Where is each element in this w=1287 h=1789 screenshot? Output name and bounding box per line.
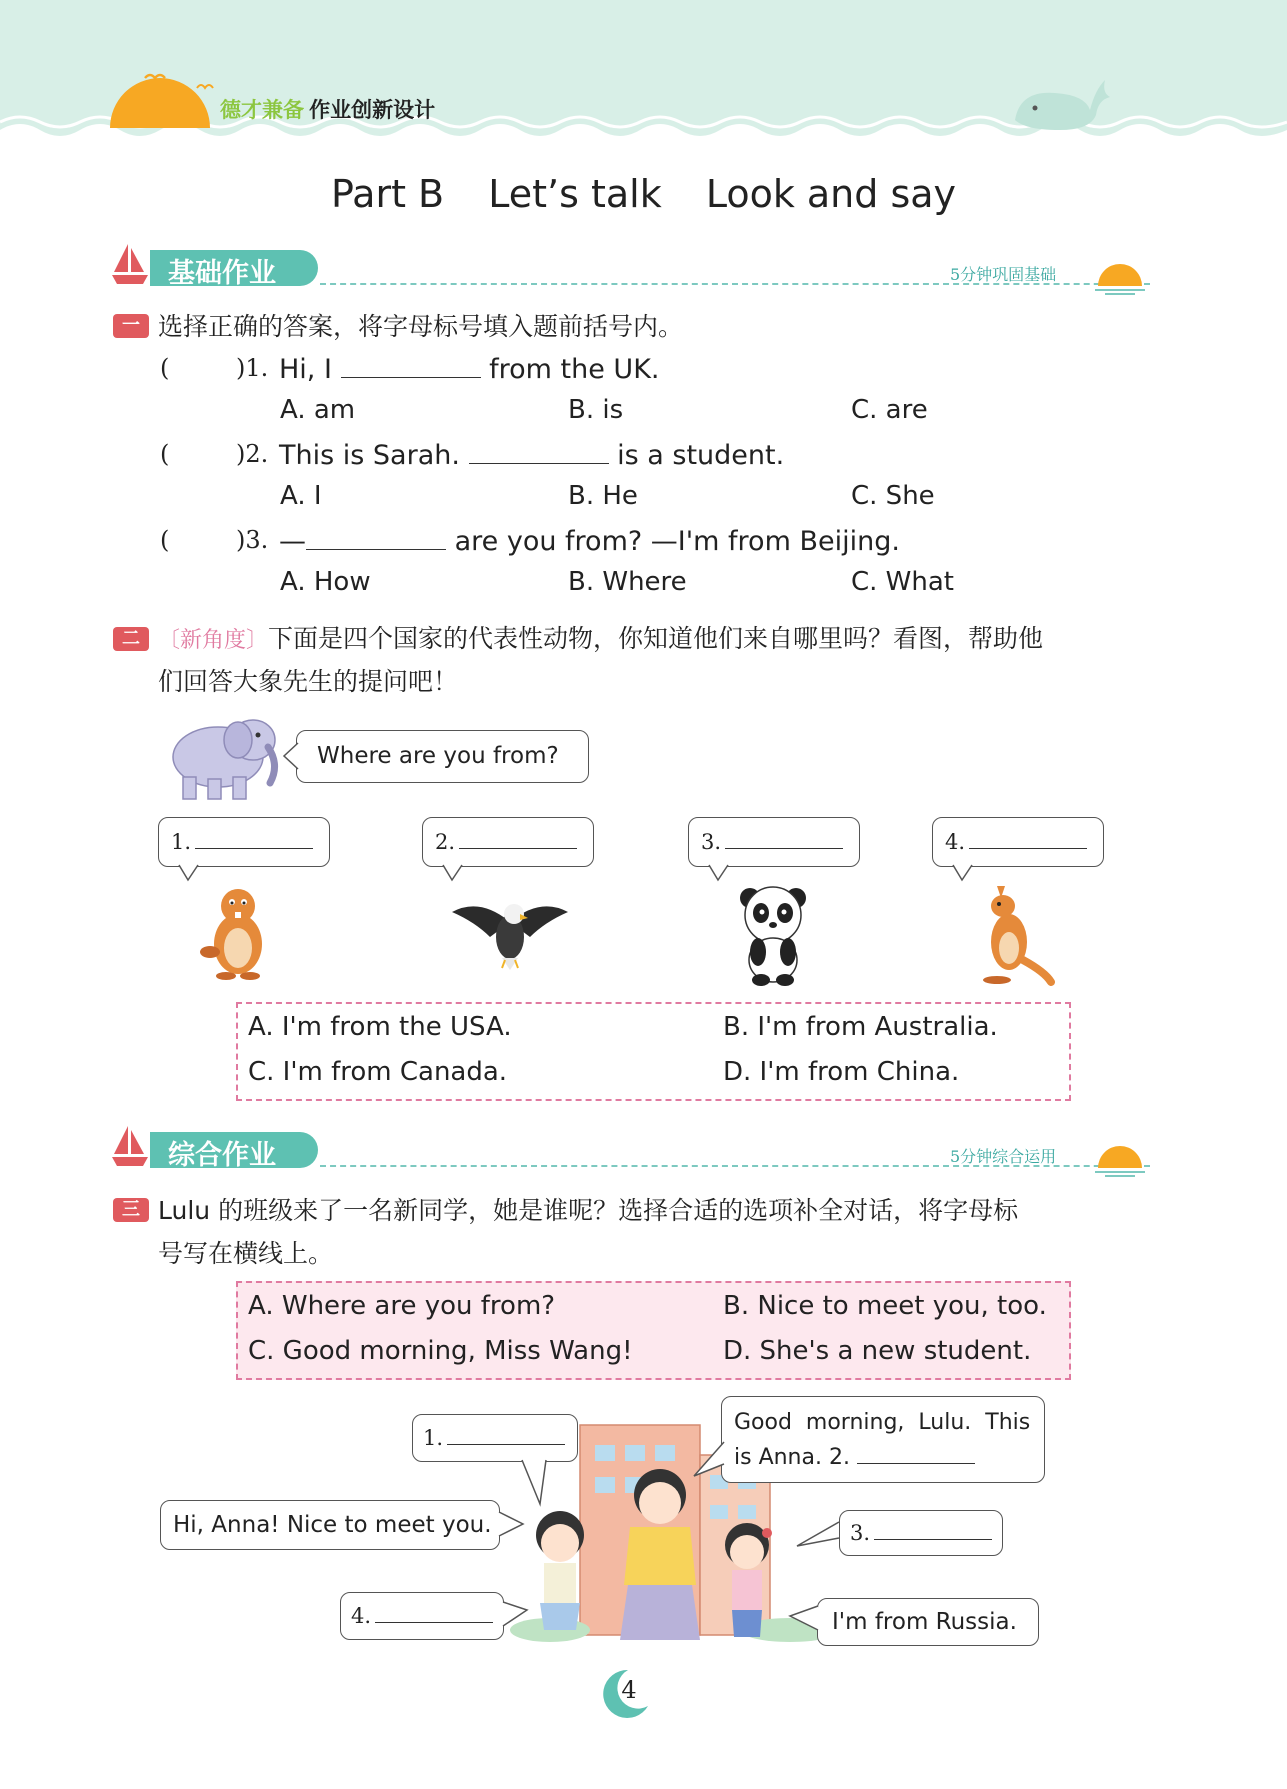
q1-item3-opt-a: A. How xyxy=(280,567,371,597)
q1-item2-opt-b: B. He xyxy=(568,481,638,511)
q3-bubble-1-num: 1. xyxy=(423,1426,444,1450)
q1-item1-paren: ( xyxy=(160,354,170,382)
q1-item1-text xyxy=(279,351,659,385)
kangaroo-icon xyxy=(975,882,1055,986)
q1-item2-num: )2. xyxy=(236,440,269,468)
q2-bubble-2-blank[interactable] xyxy=(459,826,577,849)
q2-bubble-1[interactable] xyxy=(158,817,330,867)
q3-anna-text: I'm from Russia. xyxy=(832,1609,1017,1635)
eagle-icon xyxy=(450,892,570,972)
small-sun-icon-2 xyxy=(1090,1134,1150,1178)
q3-bubble-4-tail xyxy=(501,1600,531,1628)
brand xyxy=(220,94,435,124)
section1-label: 基础作业 xyxy=(168,258,276,289)
q3-bubble-3-tail xyxy=(795,1520,841,1550)
q3-lulu-bubble xyxy=(160,1500,500,1550)
q3-teacher-bubble xyxy=(721,1396,1045,1483)
q2-bubble-4-tail xyxy=(952,864,974,882)
q3-option-b: B. Nice to meet you, too. xyxy=(723,1291,1047,1321)
sailboat-icon-2 xyxy=(110,1124,150,1168)
q1-item3-opt-c: C. What xyxy=(851,567,954,597)
q1-item1-post: from the UK. xyxy=(489,354,660,385)
q2-bubble-3-num: 3. xyxy=(701,830,722,854)
q3-teacher-l2-text: is Anna. 2. xyxy=(734,1445,850,1470)
q1-item3-text xyxy=(279,523,900,557)
q1-instruction: 选择正确的答案，将字母标号填入题前括号内。 xyxy=(158,312,684,341)
q3-option-d: D. She's a new student. xyxy=(723,1336,1032,1366)
q2-answer-d: D. I'm from China. xyxy=(723,1057,960,1087)
q2-bubble-3[interactable] xyxy=(688,817,860,867)
q2-answer-b: B. I'm from Australia. xyxy=(723,1012,998,1042)
q1-item3-blank[interactable] xyxy=(306,523,446,550)
q1-item3-pre: — xyxy=(279,526,306,557)
page-title xyxy=(0,172,1287,216)
title-say: Look and say xyxy=(705,172,957,216)
q1-item3-opt-b: B. Where xyxy=(568,567,687,597)
q3-bubble-3-num: 3. xyxy=(850,1521,871,1545)
q1-item2-post: is a student. xyxy=(617,440,785,471)
elephant-bubble-tail xyxy=(282,742,300,770)
brand-green: 德才兼备 xyxy=(220,98,304,122)
q3-teacher-blank[interactable] xyxy=(857,1441,975,1464)
q2-bubble-2-num: 2. xyxy=(435,830,456,854)
q1-item1-pre: Hi, I xyxy=(279,354,332,385)
q1-item3-paren: ( xyxy=(160,526,170,554)
q1-item2-pre: This is Sarah. xyxy=(279,440,460,471)
q1-badge: 一 xyxy=(113,314,149,338)
q2-bubble-4-blank[interactable] xyxy=(969,826,1087,849)
q3-lulu-bubble-tail xyxy=(497,1510,527,1538)
q3-lulu-text: Hi, Anna! Nice to meet you. xyxy=(173,1512,492,1538)
q2-instruction-line1 xyxy=(158,617,1043,662)
q1-item1-blank[interactable] xyxy=(341,351,481,378)
bird-icon xyxy=(195,80,215,94)
q2-bubble-3-tail xyxy=(708,864,730,882)
beaver-icon xyxy=(198,882,278,982)
q3-instruction-l1: Lulu 的班级来了一名新同学，她是谁呢？选择合适的选项补全对话，将字母标 xyxy=(158,1196,1019,1225)
q3-option-c: C. Good morning, Miss Wang! xyxy=(248,1336,633,1366)
q3-teacher-l2 xyxy=(734,1440,1032,1475)
q3-bubble-1[interactable] xyxy=(412,1414,578,1462)
q2-bubble-3-blank[interactable] xyxy=(725,826,843,849)
q2-bubble-2[interactable] xyxy=(422,817,594,867)
q1-item1-opt-b: B. is xyxy=(568,395,624,425)
sun-icon xyxy=(105,60,215,130)
title-part: Part B xyxy=(330,172,445,216)
q3-teacher-l1: Good morning, Lulu. This xyxy=(734,1410,1031,1435)
q3-bubble-4-blank[interactable] xyxy=(375,1600,493,1623)
q2-bubble-2-tail xyxy=(442,864,464,882)
elephant-question: Where are you from? xyxy=(317,743,559,769)
section2-label: 综合作业 xyxy=(168,1140,276,1171)
sailboat-icon xyxy=(110,242,150,286)
q1-item1-opt-c: C. are xyxy=(851,395,928,425)
q3-bubble-4-num: 4. xyxy=(351,1604,372,1628)
q2-answer-a: A. I'm from the USA. xyxy=(248,1012,512,1042)
q1-item3-num: )3. xyxy=(236,526,269,554)
brand-black: 作业创新设计 xyxy=(309,98,436,122)
q1-item3-post: are you from? —I'm from Beijing. xyxy=(454,526,900,557)
elephant-icon xyxy=(158,705,283,805)
q2-instruction-l1: 下面是四个国家的代表性动物，你知道他们来自哪里吗？看图，帮助他 xyxy=(268,624,1044,653)
title-talk: Let’s talk xyxy=(488,172,662,216)
q1-item1-opt-a: A. am xyxy=(280,395,356,425)
elephant-speech-bubble xyxy=(296,730,589,783)
small-sun-icon xyxy=(1090,252,1150,296)
q3-badge: 三 xyxy=(113,1198,149,1222)
section2-right: 5分钟综合运用 xyxy=(950,1147,1057,1166)
q3-bubble-3-blank[interactable] xyxy=(874,1517,992,1540)
q2-bubble-1-num: 1. xyxy=(171,830,192,854)
q2-answer-c: C. I'm from Canada. xyxy=(248,1057,508,1087)
q1-item1-num: )1. xyxy=(236,354,269,382)
q1-item2-paren: ( xyxy=(160,440,170,468)
q2-tag: 〔新角度〕 xyxy=(158,628,269,653)
q3-anna-bubble xyxy=(817,1598,1039,1646)
q2-badge: 二 xyxy=(113,627,149,651)
q3-anna-bubble-tail xyxy=(788,1604,820,1632)
q2-bubble-4[interactable] xyxy=(932,817,1104,867)
q1-item2-text xyxy=(279,437,784,471)
q2-instruction-l2: 们回答大象先生的提问吧！ xyxy=(158,667,459,696)
panda-icon xyxy=(728,880,818,986)
q3-bubble-1-blank[interactable] xyxy=(447,1422,565,1445)
section1-right: 5分钟巩固基础 xyxy=(950,265,1057,284)
q3-teacher-bubble-tail xyxy=(690,1440,726,1480)
q3-bubble-3[interactable] xyxy=(839,1510,1003,1556)
q2-bubble-1-blank[interactable] xyxy=(195,826,313,849)
q1-item2-blank[interactable] xyxy=(469,437,609,464)
whale-icon xyxy=(1010,75,1115,135)
q3-bubble-4[interactable] xyxy=(340,1592,504,1640)
q3-instruction-l2: 号写在横线上。 xyxy=(158,1239,334,1268)
q2-bubble-4-num: 4. xyxy=(945,830,966,854)
page-number: 4 xyxy=(621,1676,637,1704)
q1-item2-opt-c: C. She xyxy=(851,481,935,511)
q3-bubble-1-tail xyxy=(520,1458,550,1508)
q2-bubble-1-tail xyxy=(178,864,200,882)
q3-option-a: A. Where are you from? xyxy=(248,1291,556,1321)
q1-item2-opt-a: A. I xyxy=(280,481,322,511)
